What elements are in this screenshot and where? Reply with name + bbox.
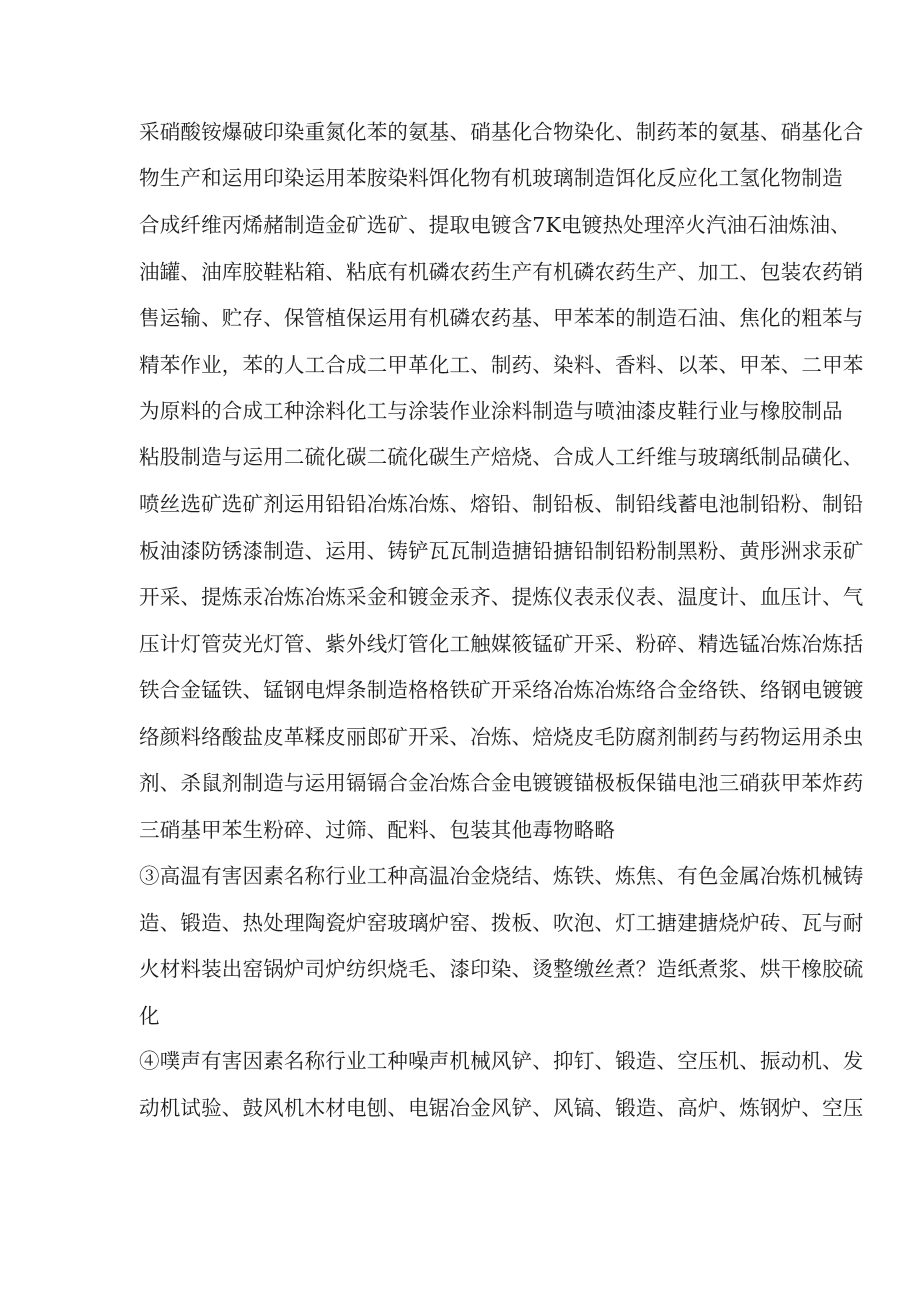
text-line: ④噗声有害因素名称行业工种噪声机械风铲、抑钉、锻造、空压机、振动机、发 xyxy=(139,1049,864,1073)
text-line: 为原料的合成工种涂料化工与涂装作业涂料制造与喷油漆皮鞋行业与橡胶制品 xyxy=(139,399,843,423)
text-line: 精苯作业，苯的人工合成二甲革化工、制药、染料、香料、以苯、甲苯、二甲苯 xyxy=(139,353,864,377)
text-line: 合成纤维丙烯赭制造金矿选矿、提取电镀含7K电镀热处理淬火汽油石油炼油、 xyxy=(139,213,851,237)
text-line: 化 xyxy=(139,1004,160,1028)
text-line: 造、锻造、热处理陶瓷炉窑玻璃炉窑、拨板、吹泡、灯工搪建搪烧炉砖、瓦与耐 xyxy=(139,911,864,935)
text-line: 粘股制造与运用二硫化碳二硫化碳生产焙烧、合成人工纤维与玻璃纸制品磺化、 xyxy=(139,445,864,469)
text-line: ③高温有害因素名称行业工种高温冶金烧结、炼铁、炼焦、有色金属冶炼机械铸 xyxy=(139,864,864,888)
text-line: 络颜料络酸盐皮革糅皮丽郎矿开采、冶炼、焙烧皮毛防腐剂制药与药物运用杀虫 xyxy=(139,725,864,749)
text-line: 火材料装出窑锅炉司炉纺织烧毛、漆印染、烫整缴丝煮？造纸煮浆、烘干橡胶硫 xyxy=(139,957,864,981)
text-line: 三硝基甲苯生粉碎、过筛、配料、包装其他毒物略略 xyxy=(139,818,616,842)
text-line: 压计灯管荧光灯管、紫外线灯管化工触媒筱锰矿开采、粉碎、精选锰冶炼冶炼括 xyxy=(139,632,864,656)
text-line: 剂、杀鼠剂制造与运用镉镉合金冶炼合金电镀镀锚极板保锚电池三硝荻甲苯炸药 xyxy=(139,771,864,795)
text-line: 采硝酸铵爆破印染重氮化苯的氨基、硝基化合物染化、制药苯的氨基、硝基化合 xyxy=(139,120,864,144)
text-line: 喷丝选矿选矿剂运用铅铅冶炼冶炼、熔铅、制铅板、制铅线蓄电池制铅粉、制铅 xyxy=(139,492,864,516)
text-line: 物生产和运用印染运用苯胺染料饵化物有机玻璃制造饵化反应化工氢化物制造 xyxy=(139,166,843,190)
text-line: 油罐、油库胶鞋粘箱、粘底有机磷农药生产有机磷农药生产、加工、包装农药销 xyxy=(139,260,864,284)
text-line: 板油漆防锈漆制造、运用、铸铲瓦瓦制造搪铅搪铅制铅粉制黑粉、黄彤洲求汞矿 xyxy=(139,539,864,563)
text-line: 铁合金锰铁、锰钢电焊条制造格格铁矿开采络冶炼冶炼络合金络铁、络钢电镀镀 xyxy=(139,678,864,702)
text-line: 售运输、贮存、保管植保运用有机磷农药基、甲苯苯的制造石油、焦化的粗苯与 xyxy=(139,306,864,330)
text-line: 开采、提炼汞冶炼冶炼采金和镀金汞齐、提炼仪表汞仪表、温度计、血压计、气 xyxy=(139,585,864,609)
text-line: 动机试验、鼓风机木材电刨、电锯冶金风铲、风镐、锻造、高炉、炼钢炉、空压 xyxy=(139,1096,864,1120)
